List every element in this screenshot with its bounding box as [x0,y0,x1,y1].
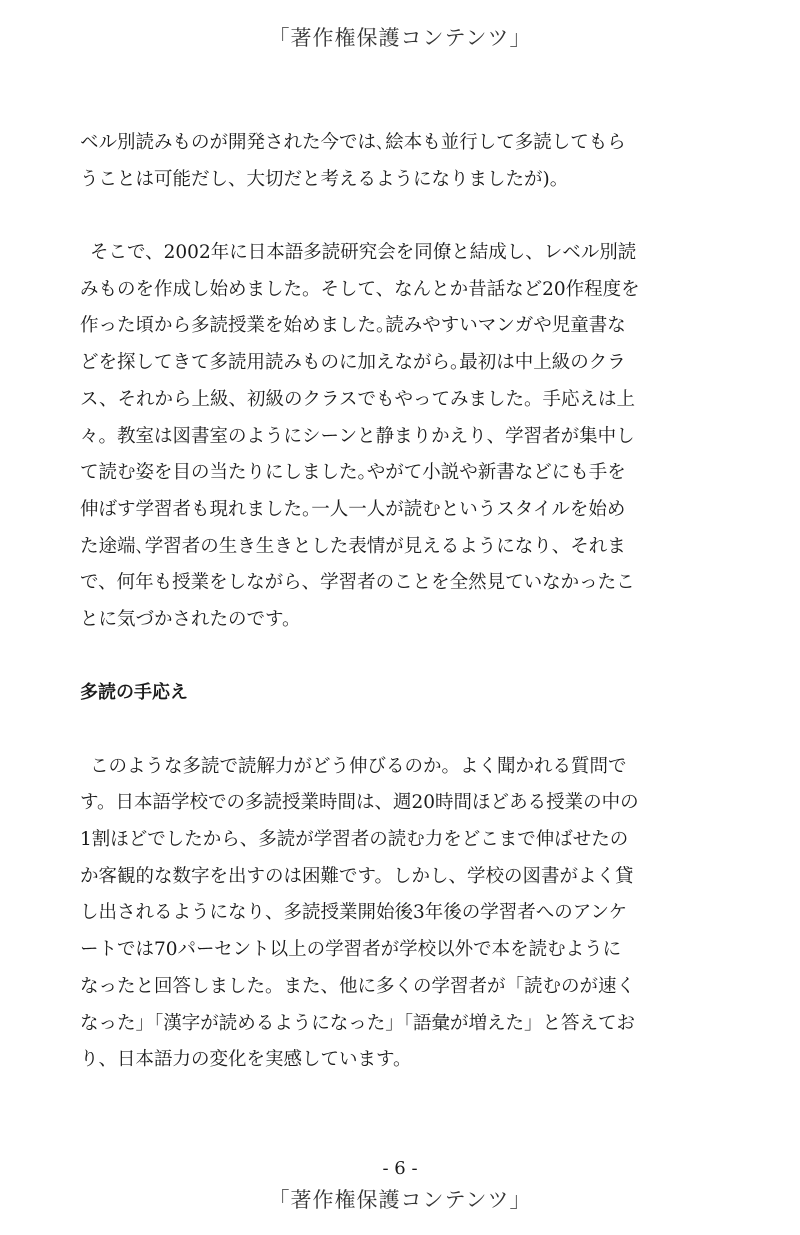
paragraph-intro-continuation [80,125,665,198]
copyright-watermark-bottom: 「著作権保護コンテンツ」 [268,1188,532,1212]
text-line: みものを作成し始めました。そして、なんとか昔話など20作程度を [80,278,640,300]
section-heading: 多読の手応え [80,682,188,704]
text-line: た途端､学習者の生き生きとした表情が見えるようになり、それま [80,535,626,557]
text-line: し出されるようになり、多読授業開始後3年後の学習者へのアンケ [80,902,628,924]
text-line: そこで、2002年に日本語多読研究会を同僚と結成し、レベル別読 [90,242,637,264]
text-line: り、日本語力の変化を実感しています。 [80,1049,412,1071]
text-line: ートでは70パーセント以上の学習者が学校以外で本を読むように [80,939,622,961]
text-line: す。日本語学校での多読授業時間は、週20時間ほどある授業の中の [80,792,639,814]
text-line: ベル別読みものが開発された今では､絵本も並行して多読してもら [80,132,626,153]
text-line: で、何年も授業をしながら、学習者のことを全然見ていなかったこ [80,572,635,594]
page-number: - 6 - [382,1158,418,1179]
paragraph-history [80,235,665,639]
text-line: 伸ばす学習者も現れました｡一人一人が読むというスタイルを始め [80,498,626,520]
text-line: なったと回答しました。また、他に多くの学習者が「読むのが速く [80,975,636,997]
text-line: ス、それから上級、初級のクラスでもやってみました。手応えは上 [80,388,636,410]
text-line: 1割ほどでしたから、多読が学習者の読む力をどこまで伸ばせたの [80,829,629,851]
text-line: うことは可能だし、大切だと考えるようになりましたが)。 [80,168,569,190]
document-body [80,125,665,1079]
text-line: とに気づかされたのです。 [80,608,301,630]
text-line: このような多読で読解力がどう伸びるのか。よく聞かれる質問で [90,755,627,777]
text-line: なった」「漢字が読めるようになった」「語彙が増えた」と答えてお [80,1012,636,1034]
paragraph-results [80,749,665,1079]
text-line: て読む姿を目の当たりにしました｡やがて小説や新書などにも手を [80,462,626,484]
text-line: か客観的な数字を出すのは困難です。しかし、学校の図書がよく貸 [80,865,634,887]
text-line: どを探してきて多読用読みものに加えながら｡最初は中上級のクラ [80,352,626,374]
copyright-watermark-top: 「著作権保護コンテンツ」 [268,26,532,50]
text-line: 作った頃から多読授業を始めました｡読みやすいマンガや児童書な [80,315,626,337]
text-line: 々。教室は図書室のようにシーンと静まりかえり、学習者が集中し [80,425,635,447]
